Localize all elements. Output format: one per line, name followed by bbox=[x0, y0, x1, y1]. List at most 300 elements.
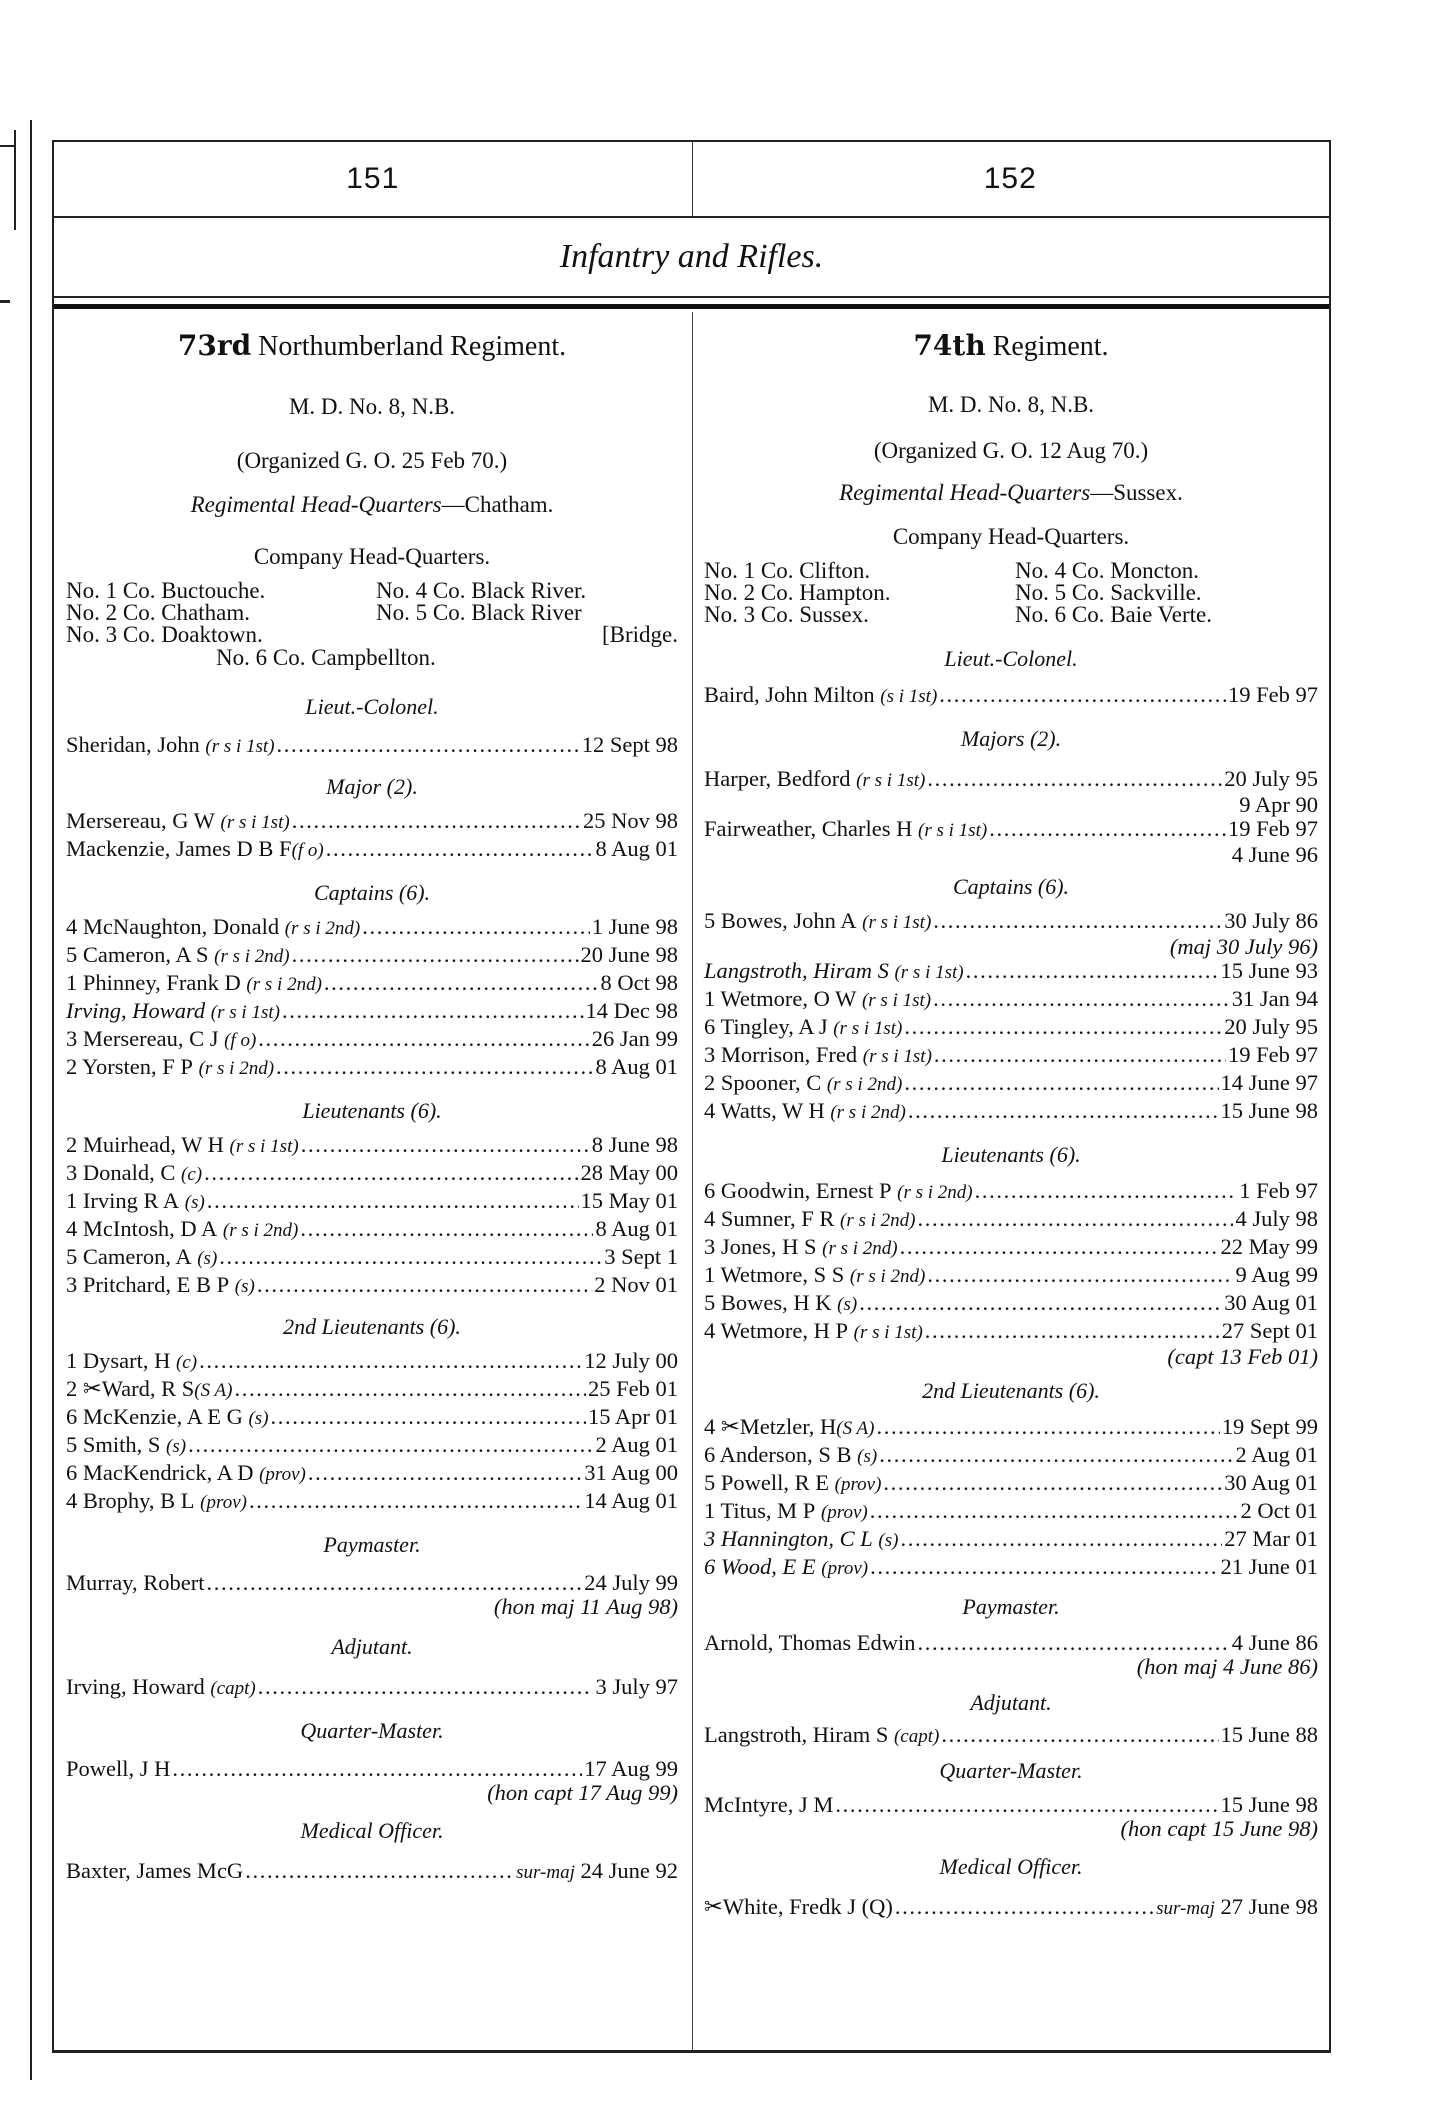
leader-dots bbox=[870, 1498, 1239, 1524]
officer-name: 4 McNaughton, Donald bbox=[66, 914, 280, 939]
officer-date: 2 Nov 01 bbox=[594, 1272, 678, 1297]
officer-date: 19 Feb 97 bbox=[1228, 1042, 1318, 1067]
leader-dots bbox=[204, 1160, 578, 1186]
officer-name: 3 Donald, C bbox=[66, 1160, 176, 1185]
officer-qual: (r s i 2nd) bbox=[198, 1058, 275, 1079]
officer-entry bbox=[704, 1262, 1318, 1290]
officer-entry bbox=[704, 986, 1318, 1014]
officer-name: 2 Yorsten, F P bbox=[66, 1054, 193, 1079]
officer-date: 20 June 98 bbox=[580, 942, 678, 967]
officer-qual: (r s i 1st) bbox=[853, 1322, 923, 1343]
officer-qual: (r s i 1st) bbox=[220, 812, 290, 833]
officer-entry bbox=[66, 1054, 678, 1082]
officer-name: Sheridan, John bbox=[66, 732, 200, 757]
heading-lieut-colonel: Lieut.-Colonel. bbox=[305, 694, 439, 719]
officer-qual: (prov) bbox=[200, 1492, 247, 1513]
officer-qual: (c) bbox=[175, 1352, 198, 1373]
officer-qual: (r s i 2nd) bbox=[840, 1210, 916, 1231]
officer-name: 3 Pritchard, E B P bbox=[66, 1272, 230, 1297]
leader-dots bbox=[234, 1376, 586, 1402]
officer-entry bbox=[66, 1216, 678, 1244]
company-item: No. 2 Co. Hampton. bbox=[704, 580, 891, 605]
company-hq-heading: Company Head-Quarters. bbox=[253, 544, 491, 569]
officer-entry bbox=[704, 1498, 1318, 1526]
officer-qual: (capt) bbox=[210, 1678, 256, 1699]
leader-dots bbox=[933, 908, 1222, 934]
leader-dots bbox=[934, 1042, 1226, 1068]
officer-entry bbox=[704, 766, 1318, 794]
officer-qual: (S A) bbox=[194, 1380, 233, 1401]
leader-dots bbox=[917, 1630, 1229, 1656]
officer-date: 12 Sept 98 bbox=[581, 732, 678, 757]
officer-qual: (r s i 2nd) bbox=[214, 946, 290, 967]
officer-entry bbox=[704, 1630, 1318, 1656]
officer-date: 15 Apr 01 bbox=[588, 1404, 678, 1429]
officer-date: 15 June 98 bbox=[1220, 1792, 1318, 1817]
leader-dots bbox=[362, 914, 590, 940]
officer-entry bbox=[704, 1042, 1318, 1070]
officer-entry bbox=[66, 1460, 678, 1488]
officer-entry bbox=[704, 908, 1318, 936]
officer-name: 2 Muirhead, W H bbox=[66, 1132, 224, 1157]
leader-dots bbox=[941, 1722, 1218, 1748]
regimental-hq-label: Regimental Head-Quarters bbox=[839, 480, 1091, 505]
officer-date: 30 July 86 bbox=[1224, 908, 1318, 933]
officer-entry bbox=[704, 1554, 1318, 1582]
company-item: No. 1 Co. Clifton. bbox=[704, 558, 871, 583]
officer-entry bbox=[66, 1432, 678, 1460]
page-number-left: 151 bbox=[54, 142, 693, 216]
officer-entry bbox=[704, 1414, 1318, 1442]
leader-dots bbox=[301, 1132, 590, 1158]
officer-name: 3 Morrison, Fred bbox=[704, 1042, 858, 1067]
heading-paymaster: Paymaster. bbox=[323, 1532, 421, 1557]
officer-entry bbox=[66, 1188, 678, 1216]
officer-qual: (prov) bbox=[821, 1558, 869, 1579]
officer-name: 1 Titus, M P bbox=[704, 1498, 816, 1523]
officer-date: 4 June 86 bbox=[1231, 1630, 1318, 1655]
company-item: No. 5 Co. Sackville. bbox=[1015, 580, 1202, 605]
officer-note: (hon capt 15 June 98) bbox=[1120, 1816, 1318, 1841]
heading-medical-officer: Medical Officer. bbox=[939, 1854, 1083, 1879]
officer-name: ✂White, Fredk J (Q) bbox=[704, 1894, 893, 1919]
officer-entry bbox=[66, 1272, 678, 1300]
officer-qual: (r s i 2nd) bbox=[246, 974, 322, 995]
officer-entry bbox=[704, 682, 1318, 710]
heading-lieutenants: Lieutenants (6). bbox=[302, 1098, 442, 1123]
military-district: M. D. No. 8, N.B. bbox=[927, 392, 1095, 417]
officer-entry bbox=[704, 1014, 1318, 1042]
officer-date: 27 June 98 bbox=[1220, 1894, 1318, 1919]
officer-note: (maj 30 July 96) bbox=[1169, 934, 1318, 959]
officer-entry bbox=[704, 1098, 1318, 1126]
heading-2nd-lieutenants: 2nd Lieutenants (6). bbox=[922, 1378, 1100, 1403]
officer-qual: (S A) bbox=[836, 1418, 875, 1439]
officer-name: 1 Dysart, H bbox=[66, 1348, 171, 1373]
officer-name: 4 ✂Metzler, H bbox=[704, 1414, 837, 1439]
organized-order: (Organized G. O. 12 Aug 70.) bbox=[873, 438, 1149, 463]
officer-note: (hon maj 4 June 86) bbox=[1136, 1654, 1318, 1679]
company-hq-heading: Company Head-Quarters. bbox=[892, 524, 1130, 549]
officer-date: 3 Sept 1 bbox=[604, 1244, 678, 1269]
officer-date: 17 Aug 99 bbox=[584, 1756, 678, 1781]
officer-name: Langstroth, Hiram S bbox=[704, 1722, 889, 1747]
leader-dots bbox=[258, 1674, 594, 1700]
leader-dots bbox=[900, 1526, 1222, 1552]
leader-dots bbox=[207, 1570, 583, 1596]
officer-date: 20 July 95 bbox=[1224, 1014, 1318, 1039]
officer-qual: (r s i 1st) bbox=[833, 1018, 903, 1039]
organized-order: (Organized G. O. 25 Feb 70.) bbox=[236, 448, 508, 473]
officer-name: 1 Phinney, Frank D bbox=[66, 970, 241, 995]
officer-name: 5 Smith, S bbox=[66, 1432, 161, 1457]
rule bbox=[54, 296, 1329, 298]
officer-name: 5 Cameron, A S bbox=[66, 942, 209, 967]
leader-dots bbox=[883, 1470, 1222, 1496]
officer-entry bbox=[66, 1244, 678, 1272]
company-item: No. 5 Co. Black River bbox=[376, 600, 582, 625]
officer-entry bbox=[66, 836, 678, 864]
heading-adjutant: Adjutant. bbox=[331, 1634, 413, 1659]
officer-date: 3 July 97 bbox=[595, 1674, 678, 1699]
regimental-hq bbox=[704, 478, 1318, 508]
officer-entry bbox=[66, 1348, 678, 1376]
officer-name: Powell, J H bbox=[66, 1756, 171, 1781]
officer-name: Baxter, James McG bbox=[66, 1858, 244, 1883]
officer-qual: (r s i 2nd) bbox=[830, 1102, 906, 1123]
company-item: No. 6 Co. Baie Verte. bbox=[1015, 602, 1212, 627]
officer-qual: (r s i 2nd) bbox=[822, 1238, 898, 1259]
margin-mark bbox=[0, 145, 14, 147]
officer-entry bbox=[704, 1206, 1318, 1234]
company-item: No. 1 Co. Buctouche. bbox=[66, 578, 266, 603]
officer-date: 1 Feb 97 bbox=[1239, 1178, 1318, 1203]
leader-dots bbox=[989, 816, 1226, 842]
heading-captains: Captains (6). bbox=[313, 880, 431, 905]
rule bbox=[54, 216, 1329, 218]
leader-dots bbox=[326, 836, 594, 862]
leader-dots bbox=[324, 970, 599, 996]
regiment-number: 73rd bbox=[177, 329, 252, 362]
leader-dots bbox=[219, 1244, 602, 1270]
captains-list bbox=[66, 914, 678, 1082]
company-item: No. 3 Co. Doaktown. bbox=[66, 622, 263, 647]
officer-date: 31 Aug 00 bbox=[584, 1460, 678, 1485]
officer-date: 2 Oct 01 bbox=[1240, 1498, 1318, 1523]
officer-date: 19 Feb 97 bbox=[1228, 816, 1318, 841]
regimental-hq-place: —Sussex. bbox=[1090, 480, 1183, 505]
leader-dots bbox=[282, 998, 584, 1024]
officer-date: 19 Sept 99 bbox=[1221, 1414, 1318, 1439]
officer-date: 9 Aug 99 bbox=[1235, 1262, 1318, 1287]
officer-date: 14 June 97 bbox=[1220, 1070, 1318, 1095]
officer-date: 28 May 00 bbox=[580, 1160, 678, 1185]
officer-date: 1 June 98 bbox=[591, 914, 678, 939]
company-item: No. 4 Co. Black River. bbox=[376, 578, 587, 603]
officer-date: 8 June 98 bbox=[591, 1132, 678, 1157]
officer-qual: (s) bbox=[197, 1248, 218, 1269]
officer-entry bbox=[704, 1526, 1318, 1554]
officer-qual: (r s i 2nd) bbox=[897, 1182, 973, 1203]
officer-date: 15 June 88 bbox=[1220, 1722, 1318, 1747]
rule-heavy bbox=[54, 304, 1329, 309]
officer-qual: sur-maj bbox=[1156, 1898, 1215, 1919]
leader-dots bbox=[895, 1894, 1154, 1920]
officer-entry bbox=[704, 1070, 1318, 1098]
second-lieutenants-list bbox=[66, 1348, 678, 1516]
leader-dots bbox=[917, 1206, 1233, 1232]
lieutenants-list bbox=[704, 1178, 1318, 1368]
officer-name: 5 Bowes, H K bbox=[704, 1290, 832, 1315]
leader-dots bbox=[300, 1216, 593, 1242]
leader-dots bbox=[835, 1792, 1218, 1818]
regiment-number: 74th bbox=[913, 329, 986, 362]
heading-captains: Captains (6). bbox=[952, 874, 1070, 899]
company-item: No. 2 Co. Chatham. bbox=[66, 600, 250, 625]
company-item: No. 4 Co. Moncton. bbox=[1015, 558, 1199, 583]
officer-entry bbox=[704, 1234, 1318, 1262]
officer-entry bbox=[66, 1756, 678, 1782]
officer-qual: (r s i 2nd) bbox=[284, 918, 361, 939]
officer-note: (capt 13 Feb 01) bbox=[1167, 1344, 1318, 1369]
officer-note: (hon capt 17 Aug 99) bbox=[487, 1780, 678, 1805]
heading-quarter-master: Quarter-Master. bbox=[939, 1758, 1083, 1783]
officer-name: 6 MacKendrick, A D bbox=[66, 1460, 254, 1485]
leader-dots bbox=[199, 1348, 582, 1374]
officer-entry bbox=[704, 1894, 1318, 1922]
officer-entry bbox=[66, 942, 678, 970]
officer-entry bbox=[704, 958, 1318, 986]
officer-entry bbox=[704, 1792, 1318, 1818]
officer-name: 3 Jones, H S bbox=[704, 1234, 817, 1259]
margin-mark bbox=[0, 300, 10, 303]
officer-date: 24 June 92 bbox=[580, 1858, 678, 1883]
officer-date: 4 July 98 bbox=[1235, 1206, 1318, 1231]
officer-date: 20 July 95 bbox=[1224, 766, 1318, 791]
margin-mark bbox=[14, 130, 16, 230]
heading-paymaster: Paymaster. bbox=[962, 1594, 1060, 1619]
officer-name: 5 Powell, R E bbox=[704, 1470, 830, 1495]
officer-name: 2 Spooner, C bbox=[704, 1070, 822, 1095]
officer-entry bbox=[66, 808, 678, 836]
leader-dots bbox=[870, 1554, 1218, 1580]
officer-qual: (r s i 1st) bbox=[210, 1002, 280, 1023]
heading-medical-officer: Medical Officer. bbox=[300, 1818, 444, 1843]
regiment-name: Northumberland Regiment. bbox=[258, 331, 567, 362]
officer-entry bbox=[704, 1442, 1318, 1470]
officer-date: 15 June 98 bbox=[1220, 1098, 1318, 1123]
officer-qual: (s) bbox=[248, 1408, 269, 1429]
officer-name: 4 Sumner, F R bbox=[704, 1206, 835, 1231]
officer-qual: (s i 1st) bbox=[880, 686, 938, 707]
officer-date: 27 Sept 01 bbox=[1221, 1318, 1318, 1343]
leader-dots bbox=[292, 942, 579, 968]
officer-note: 9 Apr 90 bbox=[1239, 792, 1318, 817]
officer-qual: (r s i 1st) bbox=[862, 912, 932, 933]
officer-date: 31 Jan 94 bbox=[1231, 986, 1318, 1011]
leader-dots bbox=[308, 1460, 582, 1486]
regimental-hq-place: —Chatham. bbox=[441, 492, 554, 517]
officer-name: 6 McKenzie, A E G bbox=[66, 1404, 243, 1429]
officer-note: (hon maj 11 Aug 98) bbox=[493, 1594, 678, 1619]
officer-date: 12 July 00 bbox=[584, 1348, 678, 1373]
leader-dots bbox=[966, 958, 1219, 984]
leader-dots bbox=[249, 1488, 582, 1514]
leader-dots bbox=[292, 808, 581, 834]
leader-dots bbox=[207, 1188, 579, 1214]
officer-qual: (s) bbox=[857, 1446, 878, 1467]
officer-qual: (s) bbox=[878, 1530, 899, 1551]
officer-qual: (r s i 1st) bbox=[894, 962, 964, 983]
officer-date: 15 June 93 bbox=[1220, 958, 1318, 983]
leader-dots bbox=[908, 1098, 1219, 1124]
officer-qual: (r s i 2nd) bbox=[222, 1220, 299, 1241]
leader-dots bbox=[245, 1858, 514, 1884]
leader-dots bbox=[271, 1404, 586, 1430]
leader-dots bbox=[257, 1272, 592, 1298]
officer-name: Fairweather, Charles H bbox=[704, 816, 913, 841]
officer-qual: (r s i 1st) bbox=[856, 770, 926, 791]
officer-qual: (r s i 1st) bbox=[229, 1136, 299, 1157]
heading-2nd-lieutenants: 2nd Lieutenants (6). bbox=[283, 1314, 461, 1339]
leader-dots bbox=[939, 682, 1226, 708]
officer-qual: (prov) bbox=[834, 1474, 882, 1495]
officer-date: 22 May 99 bbox=[1220, 1234, 1318, 1259]
officer-date: 25 Nov 98 bbox=[583, 808, 678, 833]
majors-list bbox=[66, 808, 678, 864]
officer-entry bbox=[66, 1132, 678, 1160]
officer-qual: (r s i 2nd) bbox=[826, 1074, 903, 1095]
leader-dots bbox=[904, 1070, 1218, 1096]
leader-dots bbox=[927, 766, 1222, 792]
officer-entry bbox=[66, 1674, 678, 1702]
company-list bbox=[66, 580, 678, 646]
leader-dots bbox=[258, 1026, 589, 1052]
regiment-title bbox=[704, 324, 1318, 368]
officer-name: 2 ✂Ward, R S bbox=[66, 1376, 195, 1401]
page-frame bbox=[52, 140, 1331, 2053]
company-item: No. 6 Co. Campbellton. bbox=[216, 645, 436, 670]
heading-major: Major (2). bbox=[326, 774, 418, 799]
officer-qual: (s) bbox=[837, 1294, 858, 1315]
regiment-title bbox=[66, 324, 678, 368]
officer-name: 6 Goodwin, Ernest P bbox=[704, 1178, 892, 1203]
captains-list bbox=[704, 958, 1318, 1126]
heading-adjutant: Adjutant. bbox=[970, 1690, 1052, 1715]
officer-qual: (c) bbox=[181, 1164, 203, 1185]
heading-quarter-master: Quarter-Master. bbox=[300, 1718, 444, 1743]
lieutenants-list bbox=[66, 1132, 678, 1300]
officer-qual: (s) bbox=[234, 1276, 255, 1297]
company-list bbox=[704, 560, 1318, 626]
officer-qual: sur-maj bbox=[516, 1862, 575, 1883]
leader-dots bbox=[927, 1262, 1233, 1288]
officer-entry bbox=[704, 1722, 1318, 1750]
officer-name: 4 Brophy, B L bbox=[66, 1488, 195, 1513]
officer-qual: (s) bbox=[166, 1436, 187, 1457]
officer-date: 14 Dec 98 bbox=[585, 998, 678, 1023]
officer-entry bbox=[66, 732, 678, 760]
officer-note: 4 June 96 bbox=[1231, 842, 1318, 867]
officer-entry bbox=[66, 1858, 678, 1886]
officer-date: 30 Aug 01 bbox=[1224, 1290, 1318, 1315]
officer-date: 15 May 01 bbox=[580, 1188, 678, 1213]
officer-entry bbox=[66, 970, 678, 998]
heading-lieut-colonel: Lieut.-Colonel. bbox=[944, 646, 1078, 671]
officer-name: 6 Tingley, A J bbox=[704, 1014, 828, 1039]
military-district: M. D. No. 8, N.B. bbox=[288, 394, 456, 419]
heading-lieutenants: Lieutenants (6). bbox=[941, 1142, 1081, 1167]
officer-name: 3 Mersereau, C J bbox=[66, 1026, 219, 1051]
officer-name: Arnold, Thomas Edwin bbox=[704, 1630, 916, 1655]
regiment-74th bbox=[704, 316, 1318, 1922]
officer-entry bbox=[66, 1488, 678, 1516]
officer-name: Mersereau, G W bbox=[66, 808, 215, 833]
officer-name: 6 Wood, E E bbox=[704, 1554, 816, 1579]
officer-date: 21 June 01 bbox=[1220, 1554, 1318, 1579]
officer-qual: (capt) bbox=[893, 1726, 940, 1747]
officer-date: 2 Aug 01 bbox=[595, 1432, 678, 1457]
regiment-73rd bbox=[66, 316, 678, 1886]
officer-name: 1 Irving R A bbox=[66, 1188, 180, 1213]
officer-qual: (prov) bbox=[820, 1502, 868, 1523]
leader-dots bbox=[277, 732, 580, 758]
officer-entry bbox=[704, 1470, 1318, 1498]
leader-dots bbox=[904, 1014, 1222, 1040]
officer-entry bbox=[704, 816, 1318, 844]
second-lieutenants-list bbox=[704, 1414, 1318, 1582]
heading-majors: Majors (2). bbox=[960, 726, 1062, 751]
officer-name: 4 Wetmore, H P bbox=[704, 1318, 849, 1343]
officer-name: 4 McIntosh, D A bbox=[66, 1216, 218, 1241]
officer-qual: (s) bbox=[184, 1192, 205, 1213]
regiment-name: Regiment. bbox=[992, 331, 1109, 362]
officer-date: 8 Oct 98 bbox=[600, 970, 678, 995]
officer-date: 8 Aug 01 bbox=[595, 836, 678, 861]
officer-date: 8 Aug 01 bbox=[595, 1216, 678, 1241]
officer-name: McIntyre, J M bbox=[704, 1792, 834, 1817]
officer-qual: (prov) bbox=[259, 1464, 306, 1485]
regimental-hq-label: Regimental Head-Quarters bbox=[190, 492, 442, 517]
officer-name: 1 Wetmore, O W bbox=[704, 986, 857, 1011]
officer-qual: (r s i 2nd) bbox=[849, 1266, 926, 1287]
officer-entry bbox=[66, 998, 678, 1026]
leader-dots bbox=[188, 1432, 593, 1458]
officer-entry bbox=[66, 1570, 678, 1596]
officer-name: 4 Watts, W H bbox=[704, 1098, 825, 1123]
officer-entry bbox=[66, 1160, 678, 1188]
officer-name: Harper, Bedford bbox=[704, 766, 851, 791]
officer-date: 25 Feb 01 bbox=[588, 1376, 678, 1401]
column-divider bbox=[692, 312, 693, 2050]
officer-date: 26 Jan 99 bbox=[591, 1026, 678, 1051]
officer-entry bbox=[66, 1026, 678, 1054]
officer-entry bbox=[66, 1404, 678, 1432]
officer-date: 2 Aug 01 bbox=[1235, 1442, 1318, 1467]
officer-qual: (r s i 1st) bbox=[918, 820, 988, 841]
margin-mark bbox=[30, 120, 32, 2080]
leader-dots bbox=[933, 986, 1230, 1012]
officer-qual: (r s i 1st) bbox=[862, 1046, 932, 1067]
officer-date: 19 Feb 97 bbox=[1228, 682, 1318, 707]
section-title: Infantry and Rifles. bbox=[559, 238, 824, 275]
officer-date: 8 Aug 01 bbox=[595, 1054, 678, 1079]
officer-qual: (r s i 1st) bbox=[205, 736, 275, 757]
officer-name: Irving, Howard bbox=[66, 1674, 205, 1699]
officer-entry bbox=[66, 914, 678, 942]
officer-name: 1 Wetmore, S S bbox=[704, 1262, 845, 1287]
officer-name: Murray, Robert bbox=[66, 1570, 205, 1595]
